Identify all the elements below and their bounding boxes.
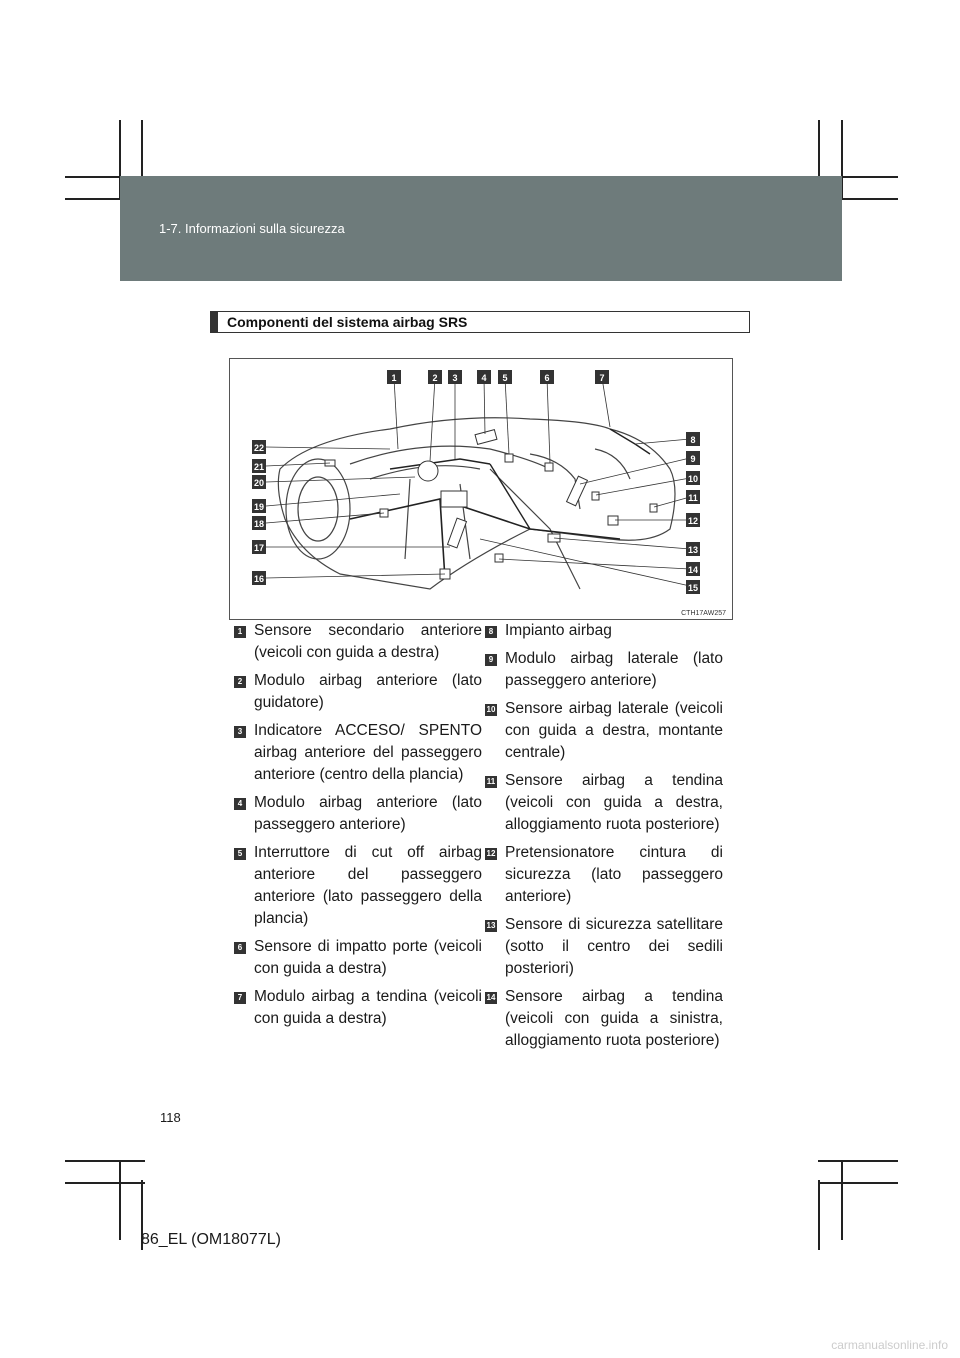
component-list-right — [483, 620, 723, 1058]
title-accent — [211, 312, 218, 332]
callout-8: 8 — [690, 435, 696, 445]
callout-4: 4 — [481, 373, 487, 383]
callout-18: 18 — [253, 519, 265, 529]
crop-mark — [119, 1160, 121, 1240]
airbag-diagram — [229, 358, 733, 620]
list-item — [483, 698, 723, 764]
crop-mark — [818, 1180, 820, 1250]
item-text: Sensore secondario anteriore (veicoli con guida a destra) — [254, 622, 482, 661]
callout-3: 3 — [452, 373, 458, 383]
item-text: Modulo airbag anteriore (lato passeggero anteriore) — [254, 794, 482, 833]
list-item — [232, 986, 482, 1030]
list-item — [232, 842, 482, 930]
list-item — [483, 914, 723, 980]
callout-22: 22 — [253, 443, 265, 453]
callout-2: 2 — [432, 373, 438, 383]
item-number: 13 — [486, 921, 496, 930]
callout-17: 17 — [253, 543, 265, 553]
item-text: Sensore airbag a tendina (veicoli con guida a sinistra, alloggiamento ruota posteriore) — [505, 988, 723, 1049]
callout-1: 1 — [391, 373, 397, 383]
list-item — [232, 936, 482, 980]
component-list-left — [232, 620, 482, 1036]
item-text: Interruttore di cut off airbag anteriore del passeggero anteriore (lato passeggero della plancia) — [254, 844, 482, 927]
callout-21: 21 — [253, 462, 265, 472]
callout-16: 16 — [253, 574, 265, 584]
item-text: Indicatore ACCESO/ SPENTO airbag anteriore del passeggero anteriore (centro della plancia) — [254, 722, 482, 783]
crop-mark — [65, 1160, 145, 1162]
watermark[interactable]: carmanualsonline.info — [831, 1338, 948, 1352]
callout-9: 9 — [690, 454, 696, 464]
footer-code: 86_EL (OM18077L) — [141, 1231, 281, 1248]
callout-7: 7 — [599, 373, 605, 383]
list-item — [483, 770, 723, 836]
page-number: 118 — [160, 1110, 181, 1125]
item-text: Modulo airbag laterale (lato passeggero anteriore) — [505, 650, 723, 689]
callout-14: 14 — [687, 565, 699, 575]
callout-6: 6 — [544, 373, 550, 383]
figure-code: CTH17AW257 — [681, 610, 726, 617]
callout-20: 20 — [253, 478, 265, 488]
item-text: Sensore airbag laterale (veicoli con guida a destra, montante centrale) — [505, 700, 723, 761]
item-number: 1 — [234, 626, 246, 638]
item-text: Modulo airbag a tendina (veicoli con guida a destra) — [254, 988, 482, 1027]
item-number: 7 — [234, 992, 246, 1004]
item-text: Sensore airbag a tendina (veicoli con guida a destra, alloggiamento ruota posteriore) — [505, 772, 723, 833]
callout-10: 10 — [687, 474, 699, 484]
car-illustration — [230, 359, 732, 619]
item-number: 10 — [486, 705, 496, 714]
crop-mark — [818, 1160, 898, 1162]
section-label: 1-7. Informazioni sulla sicurezza — [159, 221, 345, 236]
crop-mark — [841, 1160, 843, 1240]
item-number: 11 — [486, 777, 496, 786]
crop-mark — [65, 1182, 145, 1184]
callout-15: 15 — [687, 583, 699, 593]
item-number: 2 — [234, 676, 246, 688]
item-number: 4 — [234, 798, 246, 810]
list-item — [483, 620, 723, 642]
callout-5: 5 — [502, 373, 508, 383]
item-text: Modulo airbag anteriore (lato guidatore) — [254, 672, 482, 711]
item-text: Pretensionatore cintura di sicurezza (lato passeggero anteriore) — [505, 844, 723, 905]
list-item — [483, 842, 723, 908]
list-item — [232, 670, 482, 714]
list-item — [232, 620, 482, 664]
section-title-bar — [210, 311, 750, 333]
callout-19: 19 — [253, 502, 265, 512]
callout-13: 13 — [687, 545, 699, 555]
section-title: Componenti del sistema airbag SRS — [227, 314, 468, 330]
crop-mark — [818, 1182, 898, 1184]
item-number: 8 — [485, 626, 497, 638]
list-item — [483, 648, 723, 692]
item-text: Impianto airbag — [505, 622, 612, 639]
list-item — [232, 792, 482, 836]
item-number: 9 — [485, 654, 497, 666]
item-number: 6 — [234, 942, 246, 954]
item-number: 3 — [234, 726, 246, 738]
item-number: 14 — [486, 993, 496, 1002]
callout-11: 11 — [688, 493, 698, 503]
item-number: 12 — [486, 849, 496, 858]
item-number: 5 — [234, 848, 246, 860]
item-text: Sensore di impatto porte (veicoli con guida a destra) — [254, 938, 482, 977]
list-item — [232, 720, 482, 786]
callout-12: 12 — [687, 516, 699, 526]
item-text: Sensore di sicurezza satellitare (sotto il centro dei sedili posteriori) — [505, 916, 723, 977]
list-item — [483, 986, 723, 1052]
